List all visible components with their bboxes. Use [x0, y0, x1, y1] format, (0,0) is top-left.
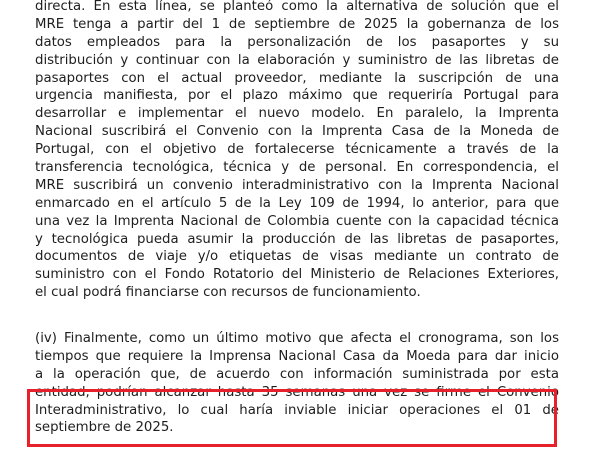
- text-line: MRE tenga a partir del 1 de septiembre de 2025 la gobernanza de los: [35, 16, 559, 32]
- text-line: directa. En esta línea, se planteó como la alternativa de solución que el: [35, 0, 559, 14]
- text-line: desarrollar e implementar el nuevo modelo. En paralelo, la Imprenta: [35, 106, 559, 122]
- text-line: (iv) Finalmente, como un último motivo que afecta el cronograma, son los: [35, 331, 559, 346]
- text-line: urgencia manifiesta, por el plazo máximo que requeriría Portugal para: [35, 88, 559, 104]
- text-line: Interadministrativo, lo cual haría inviable iniciar operaciones el 01 de: [35, 402, 559, 418]
- text-line: septiembre de 2025.: [35, 420, 174, 436]
- text-line: pasaportes con el actual proveedor, mediante la suscripción de una: [35, 70, 559, 86]
- text-line: documentos de viaje y/o etiquetas de visas mediante un contrato de: [35, 249, 559, 265]
- text-line: Portugal, con el objetivo de fortalecerse técnicamente a través de la: [35, 142, 559, 158]
- text-line: MRE suscribirá un convenio interadministrativo con la Imprenta Nacional: [35, 177, 559, 193]
- text-line: y tecnológica pueda asumir la producción de las libretas de pasaportes,: [35, 231, 559, 247]
- text-line: datos empleados para la personalización de los pasaportes y su: [35, 34, 559, 50]
- text-line: a la operación que, de acuerdo con información suministrada por esta: [35, 366, 559, 382]
- text-line: entidad, podrían alcanzar hasta 35 semanas una vez se firme el Convenio: [35, 384, 559, 400]
- text-line: una vez la Imprenta Nacional de Colombia cuente con la capacidad técnica: [35, 213, 559, 229]
- highlight-box: [27, 389, 557, 447]
- text-line: tiempos que requiere la Imprensa Nacional Casa da Moeda para dar inicio: [35, 348, 559, 364]
- text-line: enmarcado en el artículo 5 de la Ley 109 de 1994, lo anterior, para que: [35, 195, 559, 211]
- text-line: el cual podrá financiarse con recursos de funcionamiento.: [35, 285, 421, 301]
- paragraph-solution: [35, 0, 559, 302]
- text-line: transferencia tecnológica, técnica y de personal. En correspondencia, el: [35, 160, 559, 176]
- text-line: suministro con el Fondo Rotatorio del Ministerio de Relaciones Exteriores,: [35, 267, 559, 283]
- text-line: distribución y continuar con la elaboración y suministro de las libretas de: [35, 52, 559, 68]
- text-line: Nacional suscribirá el Convenio con la Imprenta Casa de la Moneda de: [35, 124, 559, 140]
